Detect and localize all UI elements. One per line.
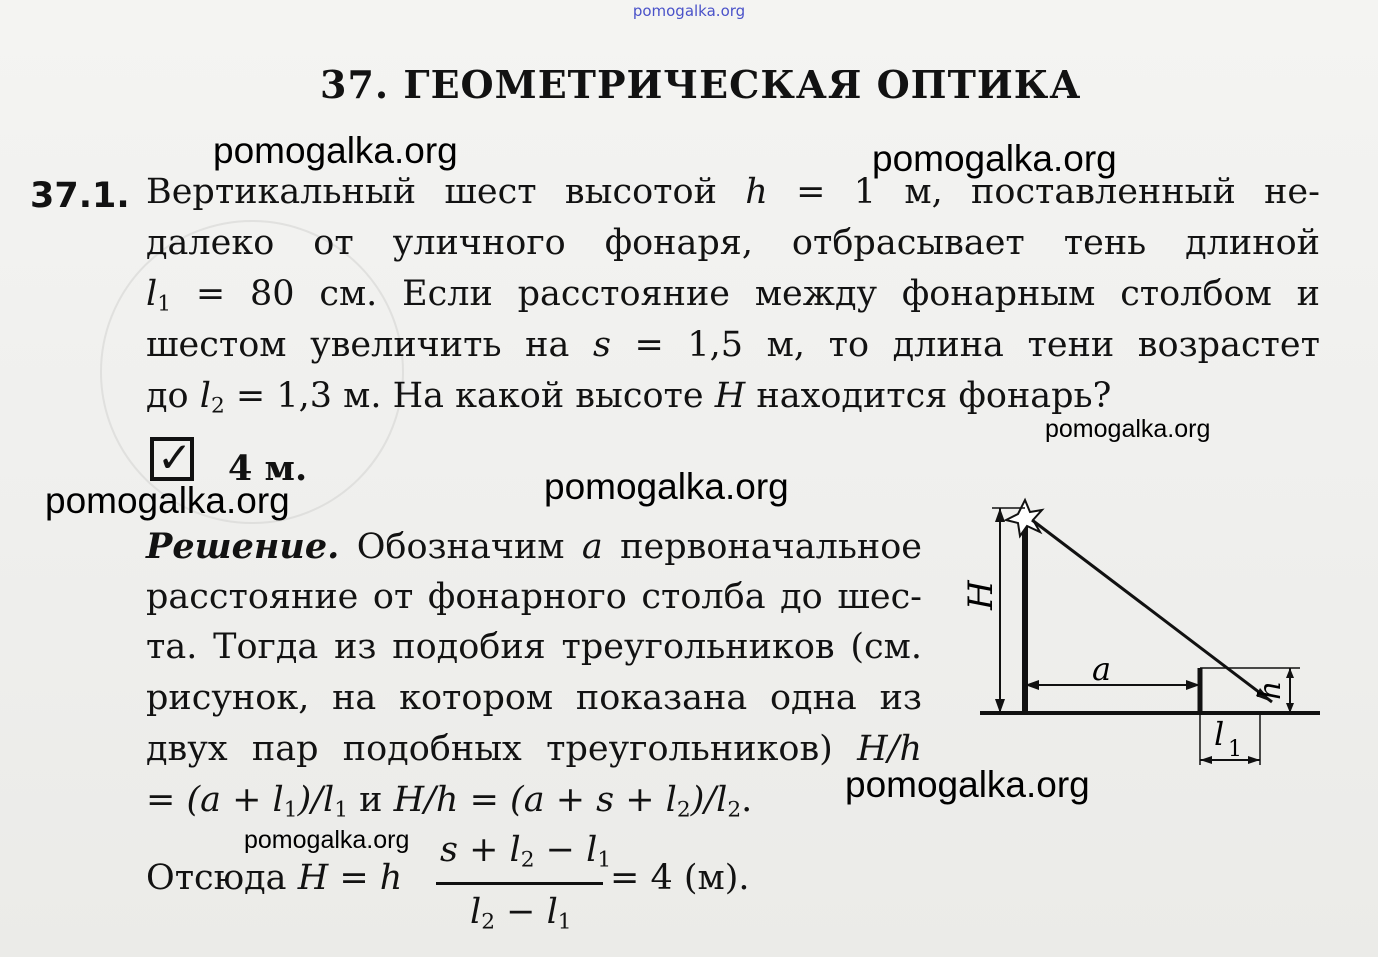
watermark-7[interactable]: pomogalka.org <box>244 826 410 854</box>
watermark-5[interactable]: pomogalka.org <box>45 480 290 521</box>
problem-line-5: до $l_2 = 1,3$ м. На какой высоте H находится фонарь? <box>146 376 1112 419</box>
problem-line-4: шестом увеличить на s = 1,5 м, то длина тени возрастет <box>146 325 1320 365</box>
solution-line-5: двух пар подобных треугольников) H/h <box>146 729 922 769</box>
watermark-2[interactable]: pomogalka.org <box>872 138 1117 179</box>
label-a: a <box>1092 650 1112 688</box>
answer-checkbox <box>150 433 194 482</box>
label-H: H <box>961 580 1001 610</box>
top-watermark[interactable]: pomogalka.org <box>632 2 746 20</box>
watermark-4[interactable]: pomogalka.org <box>544 466 789 507</box>
solution-line-1: Решение. Обозначим a первоначальное <box>146 526 922 567</box>
solution-line-6: = $(a + l_1)/l_1$ и $H/h = (a + s + l_2)/l_2$. <box>146 780 753 823</box>
check-icon: ✓ <box>157 433 193 482</box>
solution-line-4: рисунок, на котором показана одна из <box>146 678 922 718</box>
fraction-result: = 4 (м). <box>610 858 750 898</box>
problem-line-3: $l_1 = 80$ см. Если расстояние между фонарным столбом и <box>146 274 1320 317</box>
watermark-6[interactable]: pomogalka.org <box>845 764 1090 805</box>
solution-line-7: Отсюда H = h <box>146 858 403 898</box>
watermark-1[interactable]: pomogalka.org <box>213 130 458 171</box>
fraction-numerator: $s + l_2 - l_1$ <box>440 830 612 873</box>
problem-line-2: далеко от уличного фонаря, отбрасывает тень длиной <box>146 223 1320 263</box>
fraction-denominator: $l_2 - l_1$ <box>470 892 572 935</box>
problem-number: 37.1. <box>30 176 130 216</box>
lamp-pole-diagram <box>961 480 1330 780</box>
label-l-sub: 1 <box>1228 737 1242 762</box>
solution-line-3: та. Тогда из подобия треугольников (см. <box>146 627 922 667</box>
label-l: l <box>1214 715 1225 753</box>
chapter-title: 37. ГЕОМЕТРИЧЕСКАЯ ОПТИКА <box>320 62 1082 107</box>
problem-line-1: Вертикальный шест высотой h = 1 м, поставленный не- <box>146 172 1320 212</box>
watermark-3[interactable]: pomogalka.org <box>1045 415 1211 443</box>
answer-text: 4 м. <box>228 448 308 489</box>
label-h: h <box>1253 680 1288 700</box>
fraction-bar <box>436 882 603 885</box>
solution-line-2: расстояние от фонарного столба до шес- <box>146 577 922 617</box>
